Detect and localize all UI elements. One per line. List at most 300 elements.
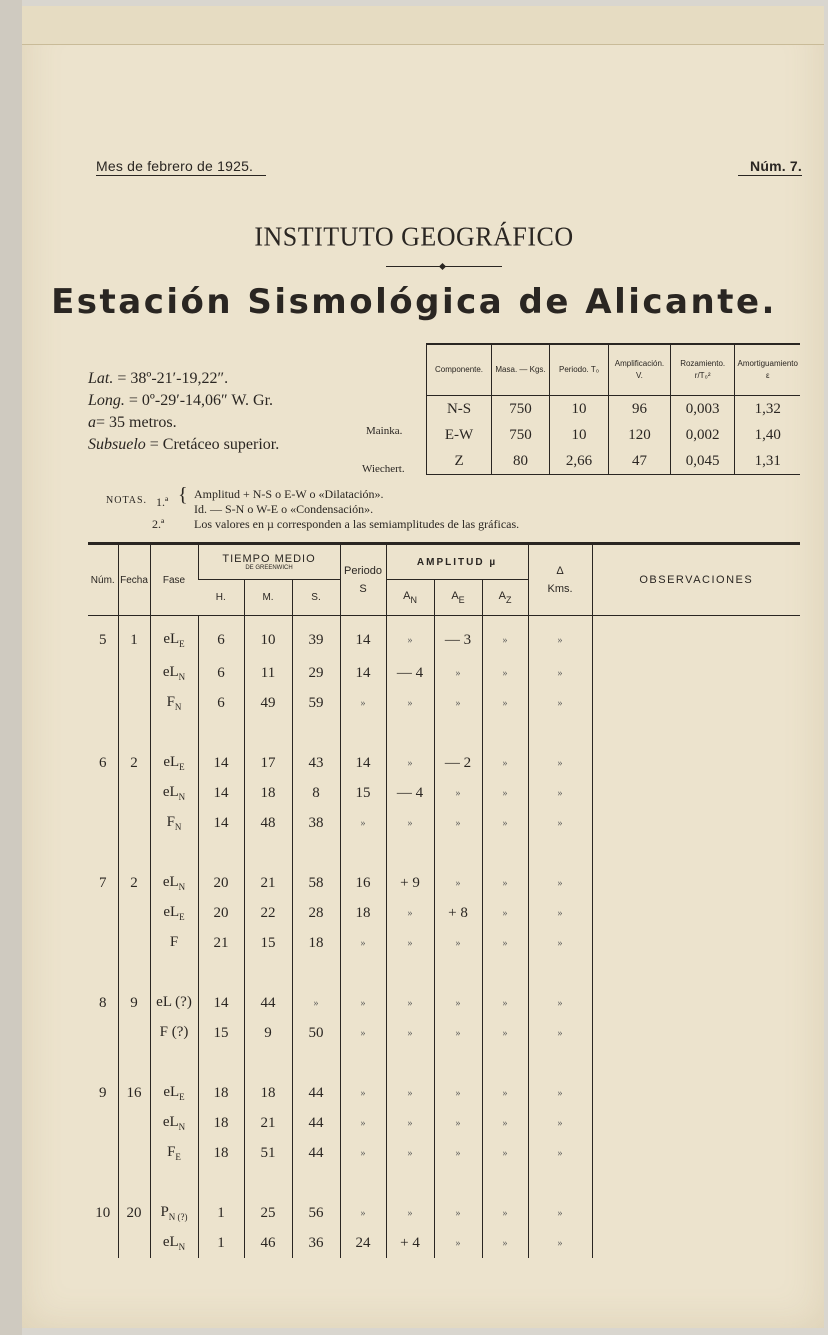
- data-cell: [292, 1048, 340, 1078]
- data-cell: »: [386, 1108, 434, 1138]
- data-cell: 25: [244, 1198, 292, 1228]
- data-cell: [88, 718, 118, 748]
- data-cell: 10: [244, 616, 292, 659]
- data-cell: [292, 838, 340, 868]
- phase-cell: $eL_N$: [150, 778, 198, 808]
- data-cell: 1: [198, 1228, 244, 1258]
- note-2-number: 2.ª: [152, 517, 165, 531]
- data-cell: 56: [292, 1198, 340, 1228]
- data-cell: [434, 1048, 482, 1078]
- data-cell: 16: [118, 1078, 150, 1108]
- data-cell: »: [482, 928, 528, 958]
- table-row: [88, 748, 800, 778]
- table-row: [88, 1168, 800, 1198]
- wiechert-label: Wiechert.: [362, 463, 405, 475]
- phase-cell: $eL_N$: [150, 1108, 198, 1138]
- data-cell: [340, 1048, 386, 1078]
- data-cell: [88, 658, 118, 688]
- instrument-cell: 0,003: [670, 396, 735, 423]
- data-cell: »: [340, 808, 386, 838]
- number-header: Núm. 7.: [738, 158, 802, 176]
- data-cell: »: [528, 616, 592, 659]
- data-cell: [528, 958, 592, 988]
- header-tiempo-medio: TIEMPO MEDIO DE GREENWICH: [198, 544, 340, 580]
- data-cell: »: [340, 1138, 386, 1168]
- data-cell: 9: [99, 1084, 107, 1101]
- data-cell: [434, 958, 482, 988]
- data-cell: [198, 718, 244, 748]
- seismic-records-table: [88, 542, 800, 1258]
- data-cell: »: [340, 1108, 386, 1138]
- data-cell: — 3: [434, 616, 482, 659]
- phase-cell: [150, 838, 198, 868]
- data-cell: 44: [292, 1108, 340, 1138]
- data-cell: »: [386, 1018, 434, 1048]
- data-cell: [386, 838, 434, 868]
- phase-cell: [150, 1048, 198, 1078]
- data-cell: 14: [340, 658, 386, 688]
- instrument-cell: 0,045: [670, 448, 735, 475]
- data-cell: [244, 1168, 292, 1198]
- data-cell: 6: [99, 754, 107, 771]
- phase-cell: $eL_E$: [150, 616, 198, 659]
- instrument-header-row: [427, 344, 801, 396]
- data-cell: »: [340, 688, 386, 718]
- instrument-cell: 47: [609, 448, 671, 475]
- table-row: [88, 1138, 800, 1168]
- data-cell: »: [482, 1138, 528, 1168]
- instrument-cell: 10: [550, 396, 609, 423]
- longitude-line: Long. = 0º-29′-14,06″ W. Gr.: [88, 392, 274, 409]
- observations-cell: [592, 1168, 800, 1198]
- data-cell: [482, 1168, 528, 1198]
- table-row: [88, 718, 800, 748]
- data-cell: »: [340, 1198, 386, 1228]
- data-cell: 6: [198, 658, 244, 688]
- instrument-cell: 120: [609, 422, 671, 448]
- instrument-cell: E-W: [427, 422, 492, 448]
- data-cell: 39: [292, 616, 340, 659]
- observations-cell: [592, 778, 800, 808]
- data-cell: »: [386, 898, 434, 928]
- data-cell: 16: [340, 868, 386, 898]
- data-cell: 8: [292, 778, 340, 808]
- instrument-row: [427, 422, 801, 448]
- observations-cell: [592, 1078, 800, 1108]
- data-cell: »: [434, 868, 482, 898]
- data-cell: »: [482, 1228, 528, 1258]
- header-minutes: M.: [244, 580, 292, 616]
- instrument-cell: Z: [427, 448, 492, 475]
- data-cell: 15: [198, 1018, 244, 1048]
- data-cell: [528, 1048, 592, 1078]
- data-cell: »: [528, 808, 592, 838]
- phase-cell: $eL_N$: [150, 658, 198, 688]
- header-hours: H.: [198, 580, 244, 616]
- data-cell: [198, 1048, 244, 1078]
- observations-cell: [592, 1108, 800, 1138]
- data-cell: [386, 1168, 434, 1198]
- header-seconds: S.: [292, 580, 340, 616]
- data-cell: — 4: [386, 658, 434, 688]
- data-cell: [482, 838, 528, 868]
- phase-cell: $eL_N$: [150, 868, 198, 898]
- note-2-text: Los valores en µ corresponden a las semiamplitudes de las gráficas.: [194, 517, 520, 531]
- instrument-table: [426, 343, 800, 475]
- data-cell: 9: [118, 988, 150, 1018]
- data-cell: — 4: [386, 778, 434, 808]
- table-row: [88, 688, 800, 718]
- data-cell: [528, 718, 592, 748]
- header-observaciones: OBSERVACIONES: [592, 544, 800, 616]
- header-amortiguamiento: Amortiguamiento ε: [735, 344, 800, 396]
- data-cell: »: [482, 1198, 528, 1228]
- data-cell: [88, 1138, 118, 1168]
- observations-cell: [592, 868, 800, 898]
- data-cell: »: [434, 928, 482, 958]
- phase-cell: $F_E$: [150, 1138, 198, 1168]
- header-an: $A_N$: [386, 580, 434, 616]
- notes-label: NOTAS.: [106, 495, 148, 506]
- data-cell: [118, 1228, 150, 1258]
- data-cell: [118, 1168, 150, 1198]
- phase-cell: $F_N$: [150, 808, 198, 838]
- data-cell: + 9: [386, 868, 434, 898]
- data-cell: 51: [244, 1138, 292, 1168]
- data-cell: [118, 1138, 150, 1168]
- data-cell: »: [434, 1138, 482, 1168]
- data-cell: 14: [198, 988, 244, 1018]
- data-cell: [88, 1228, 118, 1258]
- data-cell: 18: [198, 1078, 244, 1108]
- data-cell: 6: [198, 616, 244, 659]
- note-1-brace: {: [178, 484, 188, 506]
- observations-cell: [592, 1198, 800, 1228]
- data-cell: »: [482, 988, 528, 1018]
- instrument-cell: 96: [609, 396, 671, 423]
- data-cell: 21: [244, 868, 292, 898]
- phase-cell: [150, 1168, 198, 1198]
- data-cell: 6: [198, 688, 244, 718]
- data-cell: [244, 1048, 292, 1078]
- data-cell: »: [434, 1018, 482, 1048]
- table-row: [88, 958, 800, 988]
- data-cell: »: [434, 688, 482, 718]
- observations-cell: [592, 1018, 800, 1048]
- data-cell: 11: [244, 658, 292, 688]
- header-ae: $A_E$: [434, 580, 482, 616]
- mainka-label: Mainka.: [366, 425, 403, 437]
- data-cell: [88, 1048, 118, 1078]
- table-row: [88, 808, 800, 838]
- data-cell: »: [386, 616, 434, 659]
- observations-cell: [592, 658, 800, 688]
- data-cell: 14: [198, 808, 244, 838]
- altitude-line: a= 35 metros.: [88, 414, 177, 431]
- latitude-line: Lat. = 38º-21′-19,22″.: [88, 370, 229, 387]
- data-cell: »: [528, 1198, 592, 1228]
- data-cell: [88, 898, 118, 928]
- data-cell: [198, 1168, 244, 1198]
- data-cell: [528, 1168, 592, 1198]
- data-cell: 8: [99, 994, 107, 1011]
- data-cell: 18: [198, 1108, 244, 1138]
- data-cell: [118, 1108, 150, 1138]
- data-cell: [198, 958, 244, 988]
- data-cell: »: [482, 688, 528, 718]
- data-cell: »: [528, 1018, 592, 1048]
- data-cell: »: [434, 1228, 482, 1258]
- table-row: [88, 988, 800, 1018]
- data-cell: 20: [198, 868, 244, 898]
- data-cell: [88, 958, 118, 988]
- data-cell: [118, 718, 150, 748]
- data-cell: 14: [198, 778, 244, 808]
- data-cell: [340, 718, 386, 748]
- data-cell: [340, 958, 386, 988]
- data-cell: + 8: [434, 898, 482, 928]
- observations-cell: [592, 718, 800, 748]
- data-cell: »: [528, 928, 592, 958]
- data-cell: »: [482, 1078, 528, 1108]
- data-cell: [118, 778, 150, 808]
- data-cell: [88, 838, 118, 868]
- data-cell: 2: [118, 868, 150, 898]
- data-cell: [88, 1168, 118, 1198]
- data-cell: — 2: [434, 748, 482, 778]
- phase-cell: F (?): [150, 1018, 198, 1048]
- data-cell: »: [528, 868, 592, 898]
- data-cell: [292, 1168, 340, 1198]
- data-cell: 18: [244, 778, 292, 808]
- data-cell: 14: [340, 748, 386, 778]
- header-fase: Fase: [150, 544, 198, 616]
- header-az: $A_Z$: [482, 580, 528, 616]
- data-cell: »: [386, 1078, 434, 1108]
- data-cell: [118, 658, 150, 688]
- data-cell: »: [482, 898, 528, 928]
- instrument-cell: 1,40: [735, 422, 800, 448]
- header-periodo: Periodo. T₀: [550, 344, 609, 396]
- phase-cell: $eL_N$: [150, 1228, 198, 1258]
- phase-cell: $P_{N (?)}$: [150, 1198, 198, 1228]
- observations-cell: [592, 958, 800, 988]
- data-cell: »: [434, 778, 482, 808]
- data-cell: 1: [118, 616, 150, 659]
- data-cell: 21: [244, 1108, 292, 1138]
- data-cell: [118, 1048, 150, 1078]
- instrument-cell: 0,002: [670, 422, 735, 448]
- data-cell: 2: [118, 748, 150, 778]
- data-cell: 18: [340, 898, 386, 928]
- instrument-cell: 750: [492, 422, 550, 448]
- phase-cell: $eL_E$: [150, 898, 198, 928]
- data-cell: »: [528, 988, 592, 1018]
- data-cell: 29: [292, 658, 340, 688]
- observations-cell: [592, 1228, 800, 1258]
- data-cell: 14: [340, 616, 386, 659]
- table-row: [88, 898, 800, 928]
- data-cell: 44: [244, 988, 292, 1018]
- table-row: [88, 1078, 800, 1108]
- data-cell: [340, 1168, 386, 1198]
- data-cell: 9: [244, 1018, 292, 1048]
- observations-cell: [592, 688, 800, 718]
- instrument-cell: 750: [492, 396, 550, 423]
- table-row: [88, 868, 800, 898]
- data-cell: »: [528, 688, 592, 718]
- data-cell: »: [528, 1108, 592, 1138]
- header-amplificacion: Amplificación. V.: [609, 344, 671, 396]
- data-cell: »: [482, 1018, 528, 1048]
- data-cell: 43: [292, 748, 340, 778]
- table-row: [88, 616, 800, 659]
- data-cell: 18: [244, 1078, 292, 1108]
- phase-cell: $eL_E$: [150, 748, 198, 778]
- data-cell: »: [528, 778, 592, 808]
- data-cell: [434, 1168, 482, 1198]
- data-cell: 49: [244, 688, 292, 718]
- header-componente: Componente.: [427, 344, 492, 396]
- data-cell: [118, 838, 150, 868]
- observations-cell: [592, 616, 800, 659]
- data-cell: 20: [198, 898, 244, 928]
- institute-title: INSTITUTO GEOGRÁFICO: [254, 221, 574, 252]
- observations-cell: [592, 748, 800, 778]
- data-cell: [244, 718, 292, 748]
- phase-cell: eL (?): [150, 988, 198, 1018]
- data-cell: »: [434, 1078, 482, 1108]
- data-cell: »: [528, 898, 592, 928]
- table-row: [88, 1018, 800, 1048]
- subsoil-line: Subsuelo = Cretáceo superior.: [88, 436, 280, 453]
- data-cell: 15: [340, 778, 386, 808]
- data-cell: [118, 928, 150, 958]
- data-cell: »: [482, 1108, 528, 1138]
- data-cell: »: [482, 658, 528, 688]
- data-cell: 18: [198, 1138, 244, 1168]
- table-row: [88, 1048, 800, 1078]
- instrument-cell: 1,31: [735, 448, 800, 475]
- data-cell: [482, 958, 528, 988]
- data-cell: [118, 898, 150, 928]
- data-cell: [118, 1018, 150, 1048]
- data-cell: »: [528, 658, 592, 688]
- data-cell: 50: [292, 1018, 340, 1048]
- data-cell: [244, 958, 292, 988]
- table-row: [88, 838, 800, 868]
- data-cell: [528, 838, 592, 868]
- data-cell: 5: [99, 631, 107, 648]
- data-cell: »: [386, 928, 434, 958]
- data-cell: [118, 808, 150, 838]
- data-cell: »: [482, 616, 528, 659]
- data-cell: »: [292, 988, 340, 1018]
- instrument-row: [427, 396, 801, 423]
- data-cell: »: [340, 1018, 386, 1048]
- data-cell: 10: [95, 1204, 111, 1221]
- data-cell: 18: [292, 928, 340, 958]
- data-cell: [244, 838, 292, 868]
- data-cell: »: [528, 1138, 592, 1168]
- data-cell: [198, 838, 244, 868]
- table-row: [88, 658, 800, 688]
- note-1-number: 1.ª: [156, 495, 169, 509]
- data-cell: »: [386, 1138, 434, 1168]
- data-cell: 58: [292, 868, 340, 898]
- data-cell: »: [482, 808, 528, 838]
- data-cell: [386, 1048, 434, 1078]
- data-cell: 24: [340, 1228, 386, 1258]
- data-cell: 44: [292, 1138, 340, 1168]
- data-cell: 59: [292, 688, 340, 718]
- data-cell: [386, 718, 434, 748]
- data-cell: »: [386, 688, 434, 718]
- observations-cell: [592, 808, 800, 838]
- table-row: [88, 1198, 800, 1228]
- phase-cell: $eL_E$: [150, 1078, 198, 1108]
- data-cell: 22: [244, 898, 292, 928]
- data-cell: [88, 1018, 118, 1048]
- phase-cell: F: [150, 928, 198, 958]
- data-cell: 7: [99, 874, 107, 891]
- data-cell: »: [482, 778, 528, 808]
- data-cell: [88, 688, 118, 718]
- data-cell: »: [386, 808, 434, 838]
- data-cell: [434, 838, 482, 868]
- instrument-cell: 10: [550, 422, 609, 448]
- title-ornament: [386, 266, 502, 267]
- data-cell: 20: [118, 1198, 150, 1228]
- observations-cell: [592, 838, 800, 868]
- data-cell: [292, 718, 340, 748]
- observations-cell: [592, 928, 800, 958]
- data-cell: 15: [244, 928, 292, 958]
- data-cell: »: [340, 928, 386, 958]
- header-rozamiento: Rozamiento. r/T₀²: [670, 344, 735, 396]
- data-cell: »: [434, 658, 482, 688]
- phase-cell: [150, 718, 198, 748]
- data-cell: »: [386, 748, 434, 778]
- data-cell: [88, 778, 118, 808]
- data-cell: »: [482, 868, 528, 898]
- data-cell: [340, 838, 386, 868]
- data-cell: 46: [244, 1228, 292, 1258]
- data-cell: [482, 1048, 528, 1078]
- data-cell: 28: [292, 898, 340, 928]
- data-cell: »: [340, 1078, 386, 1108]
- data-cell: 44: [292, 1078, 340, 1108]
- location-block: [88, 368, 279, 456]
- data-cell: »: [386, 1198, 434, 1228]
- data-cell: 17: [244, 748, 292, 778]
- data-cell: [118, 688, 150, 718]
- data-cell: 14: [198, 748, 244, 778]
- data-cell: [482, 718, 528, 748]
- data-cell: »: [434, 808, 482, 838]
- data-cell: »: [340, 988, 386, 1018]
- observations-cell: [592, 988, 800, 1018]
- data-cell: [434, 718, 482, 748]
- header-delta: Δ Kms.: [528, 544, 592, 616]
- data-cell: 1: [198, 1198, 244, 1228]
- table-row: [88, 1108, 800, 1138]
- note-1b-text: Id. — S-N o W-E o «Condensación».: [194, 502, 374, 516]
- data-cell: 38: [292, 808, 340, 838]
- header-amplitud: AMPLITUD µ: [386, 544, 528, 580]
- phase-cell: [150, 958, 198, 988]
- data-cell: »: [528, 1228, 592, 1258]
